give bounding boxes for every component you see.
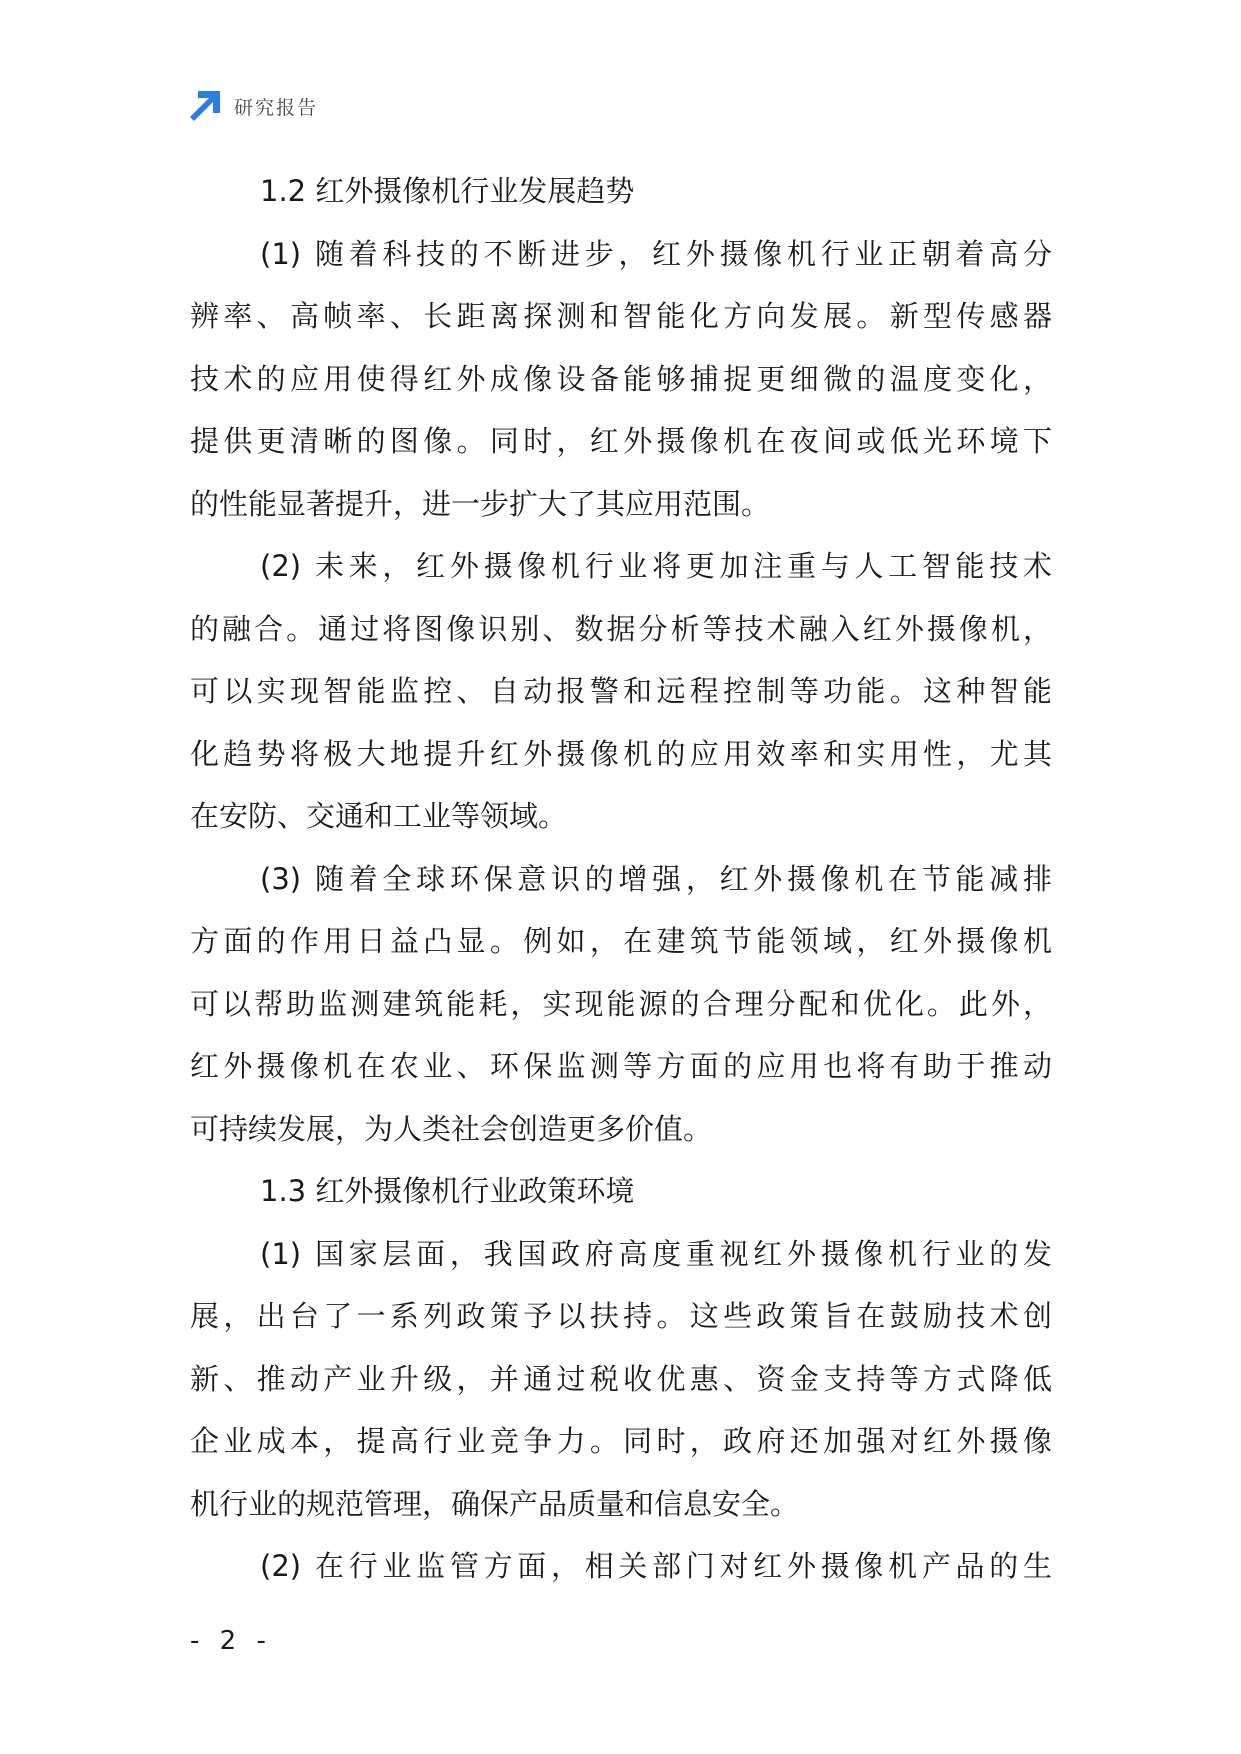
section-heading: 1.2 红外摄像机行业发展趋势 bbox=[260, 174, 635, 208]
paragraph-line: (2) 未来，红外摄像机行业将更加注重与人工智能技术 bbox=[260, 549, 1052, 583]
paragraph-line: 方面的作用日益凸显。例如，在建筑节能领域，红外摄像机 bbox=[190, 924, 1052, 958]
page-number: - 2 - bbox=[190, 1626, 272, 1656]
paragraph-line: 机行业的规范管理，确保产品质量和信息安全。 bbox=[190, 1486, 800, 1521]
paragraph-line: 提供更清晰的图像。同时，红外摄像机在夜间或低光环境下 bbox=[190, 424, 1052, 458]
paragraph-line: 辨率、高帧率、长距离探测和智能化方向发展。新型传感器 bbox=[190, 299, 1052, 333]
paragraph-line: 红外摄像机在农业、环保监测等方面的应用也将有助于推动 bbox=[190, 1049, 1052, 1083]
paragraph-line: 在安防、交通和工业等领域。 bbox=[190, 799, 568, 833]
arrow-up-right-icon bbox=[190, 91, 220, 121]
paragraph-line: 的融合。通过将图像识别、数据分析等技术融入红外摄像机， bbox=[190, 611, 1052, 646]
document-body bbox=[190, 160, 1052, 1598]
paragraph-line: 化趋势将极大地提升红外摄像机的应用效率和实用性，尤其 bbox=[190, 736, 1052, 771]
paragraph-line: 可以实现智能监控、自动报警和远程控制等功能。这种智能 bbox=[190, 674, 1052, 708]
paragraph-line: 可以帮助监测建筑能耗，实现能源的合理分配和优化。此外， bbox=[190, 986, 1052, 1021]
paragraph-line: 企业成本，提高行业竞争力。同时，政府还加强对红外摄像 bbox=[190, 1424, 1052, 1458]
page-header bbox=[190, 90, 318, 122]
paragraph-line: 技术的应用使得红外成像设备能够捕捉更细微的温度变化， bbox=[190, 361, 1052, 396]
section-heading: 1.3 红外摄像机行业政策环境 bbox=[260, 1174, 635, 1208]
paragraph-line: 新、推动产业升级，并通过税收优惠、资金支持等方式降低 bbox=[190, 1361, 1052, 1396]
paragraph-line: 可持续发展，为人类社会创造更多价值。 bbox=[190, 1111, 713, 1146]
paragraph-line: (2) 在行业监管方面，相关部门对红外摄像机产品的生 bbox=[260, 1549, 1052, 1583]
paragraph-line: (1) 国家层面，我国政府高度重视红外摄像机行业的发 bbox=[260, 1236, 1052, 1271]
paragraph-line: (3) 随着全球环保意识的增强，红外摄像机在节能减排 bbox=[260, 861, 1052, 896]
paragraph-line: 展，出台了一系列政策予以扶持。这些政策旨在鼓励技术创 bbox=[190, 1299, 1052, 1333]
paragraph-line: 的性能显著提升，进一步扩大了其应用范围。 bbox=[190, 486, 771, 521]
paragraph-line: (1) 随着科技的不断进步，红外摄像机行业正朝着高分 bbox=[260, 236, 1052, 271]
header-label: 研究报告 bbox=[234, 96, 319, 119]
